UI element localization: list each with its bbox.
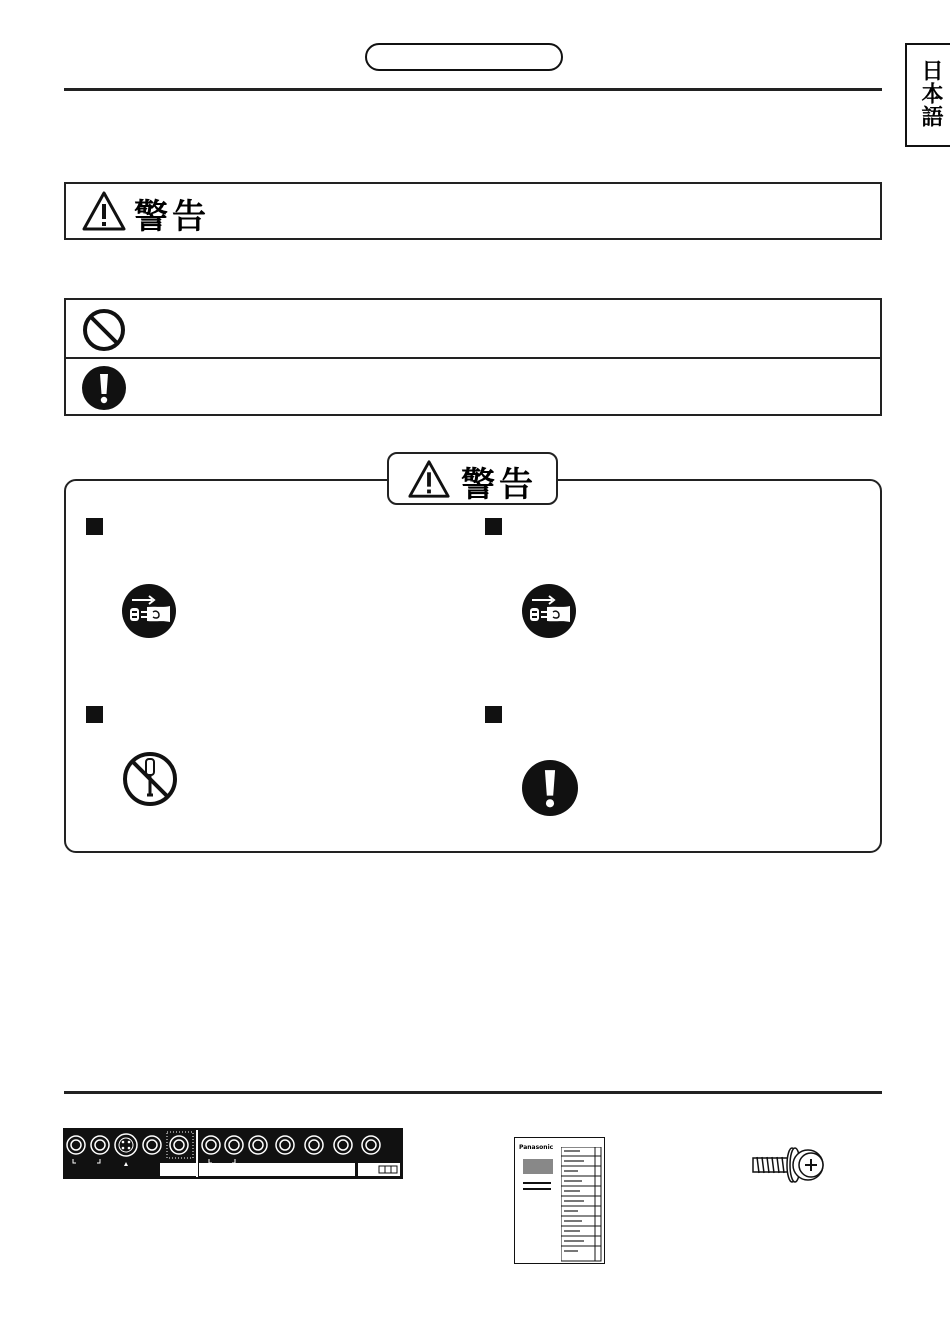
manual-title-line (523, 1188, 551, 1190)
mandatory-exclamation-icon (82, 366, 126, 410)
warning-triangle-icon (81, 190, 127, 232)
mandatory-exclamation-icon (522, 760, 578, 816)
no-disassembly-icon (122, 751, 178, 807)
manual-index-tabs (561, 1147, 603, 1262)
manual-image-block (523, 1159, 553, 1174)
top-divider (64, 88, 882, 91)
bullet-square (86, 706, 103, 723)
language-tab-label: 日本語 (918, 59, 943, 128)
warning-panel (64, 479, 882, 853)
operating-manual-illustration (514, 1137, 605, 1264)
manual-brand-text: Panasonic (519, 1144, 554, 1151)
accessories-divider (64, 1091, 882, 1094)
symbols-legend (64, 298, 882, 416)
warning-triangle-icon (407, 458, 451, 500)
screw-illustration (751, 1142, 825, 1188)
bullet-square (485, 706, 502, 723)
warning-banner-title: 警告 (134, 197, 210, 237)
bullet-square (86, 518, 103, 535)
warning-panel-title: 警告 (461, 465, 537, 505)
prohibition-icon (82, 308, 126, 352)
unplug-icon (522, 584, 576, 638)
terminal-board-illustration (63, 1128, 403, 1179)
unplug-icon (122, 584, 176, 638)
bullet-square (485, 518, 502, 535)
section-title-pill (365, 43, 563, 71)
manual-title-line (523, 1182, 551, 1184)
legend-divider (66, 357, 880, 359)
language-tab[interactable] (905, 43, 950, 147)
warning-panel-title-tab (387, 452, 558, 505)
warning-banner (64, 182, 882, 240)
